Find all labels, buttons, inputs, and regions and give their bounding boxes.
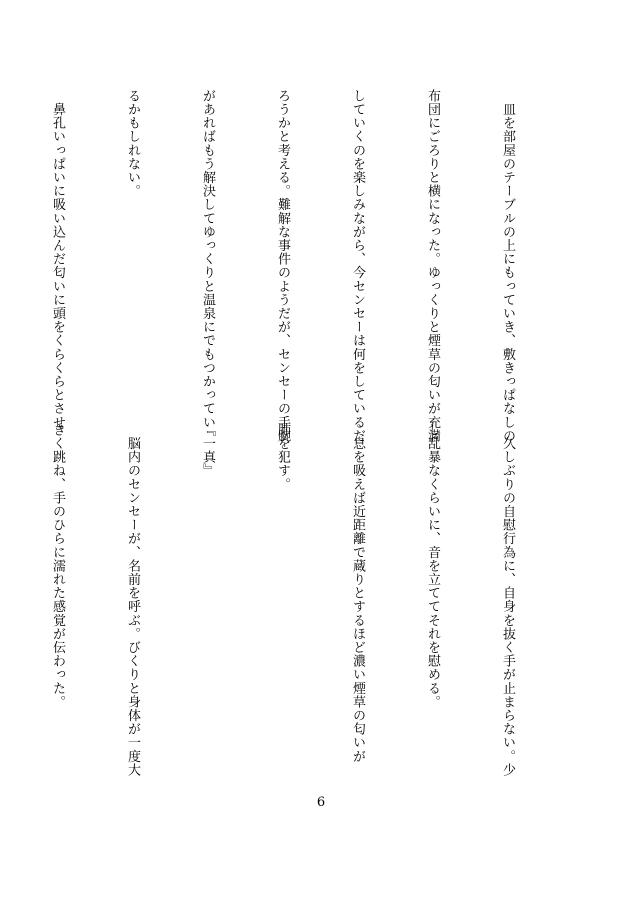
text-line: し乱暴なくらいに、音を立ててそれを慰める。	[425, 423, 440, 709]
text-line: 『一真』	[200, 423, 215, 478]
text-line: るかもしれない。	[125, 89, 140, 198]
text-line: 布団にごろりと横になった。ゆっくりと煙草の匂いが充満	[425, 89, 440, 443]
text-line: 久しぶりの自慰行為に、自身を抜く手が止まらない。少	[500, 423, 515, 777]
text-line: 鼻孔いっぱいに吸い込んだ匂いに頭をくらくらとさせ	[50, 89, 65, 429]
text-line: きく跳ね、手のひらに濡れた感覚が伝わった。	[50, 423, 65, 709]
text-line: していくのを楽しみながら、今センセーは何をしているだ	[350, 89, 365, 443]
text-line: があればもう解決してゆっくりと温泉にでもつかってい	[200, 89, 215, 429]
text-line: 皿を部屋のテーブルの上にもっていき、敷きっぱなしの	[500, 89, 515, 443]
text-block-top	[50, 89, 570, 443]
text-line: 脳内のセンセーが、名前を呼ぶ。びくりと身体が一度大	[125, 423, 140, 777]
text-line: ろうかと考える。難解な事件のようだが、センセーの手腕	[275, 89, 290, 443]
text-line: 肺を犯す。	[275, 423, 290, 491]
text-line: 息を吸えば近距離で蔵りとするほど濃い煙草の匂いが	[350, 423, 365, 763]
page-number: 6	[316, 795, 326, 810]
text-block-bottom	[50, 423, 570, 777]
